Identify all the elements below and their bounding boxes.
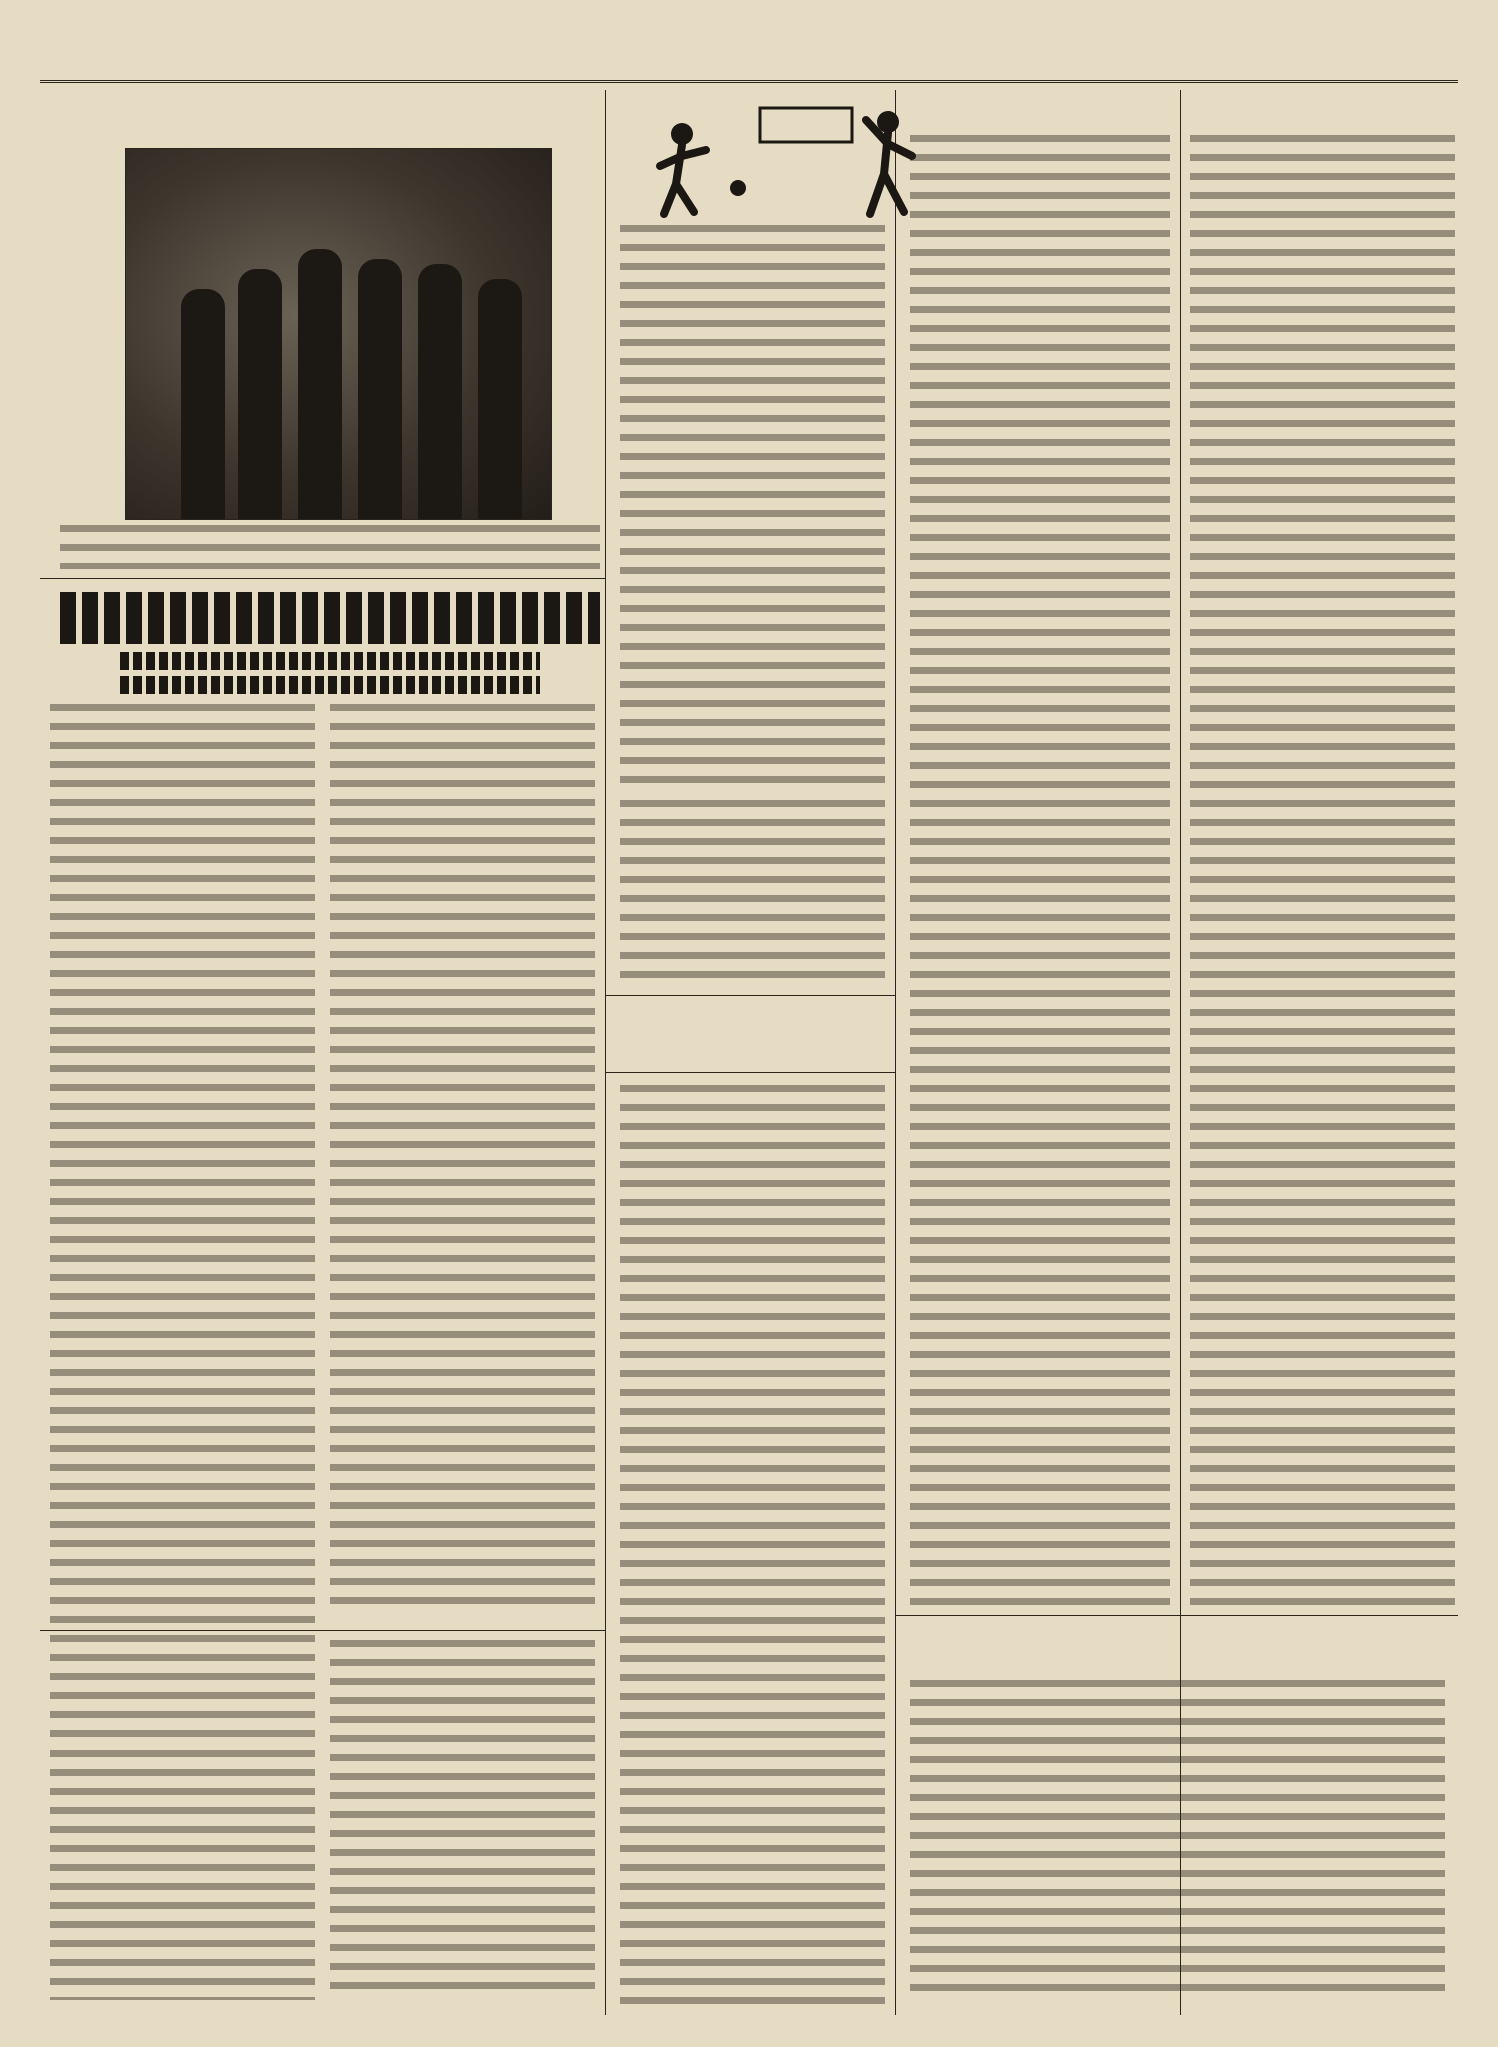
- section-rule: [40, 578, 605, 579]
- provincial-telegrams: [910, 135, 1170, 1605]
- column-rule: [895, 90, 896, 2015]
- news-item: [330, 1640, 595, 2000]
- provinces-title: [615, 1005, 885, 1065]
- sports-illustration: [652, 100, 922, 220]
- newspaper-page: [40, 40, 1458, 2015]
- news-photo: [125, 148, 552, 520]
- section-rule: [895, 1615, 1458, 1616]
- notice-signature: [1005, 1810, 1445, 2010]
- notice-title: [910, 1625, 1445, 1671]
- column-rule: [605, 90, 606, 2015]
- sports-report: [620, 800, 885, 985]
- sports-report: [620, 225, 885, 785]
- news-item: [50, 1750, 315, 2000]
- private-news: [1190, 135, 1455, 1605]
- article-body: [50, 704, 315, 1744]
- article-body: [330, 704, 595, 1604]
- photo-caption: [60, 525, 600, 569]
- section-rule: [40, 1630, 605, 1631]
- main-subhead: [120, 652, 540, 670]
- main-headline: [60, 592, 600, 644]
- section-rule: [605, 1072, 895, 1073]
- provinces-report: [620, 1085, 885, 2005]
- main-subhead: [120, 676, 540, 694]
- section-rule: [605, 995, 895, 996]
- masthead: [40, 40, 1458, 83]
